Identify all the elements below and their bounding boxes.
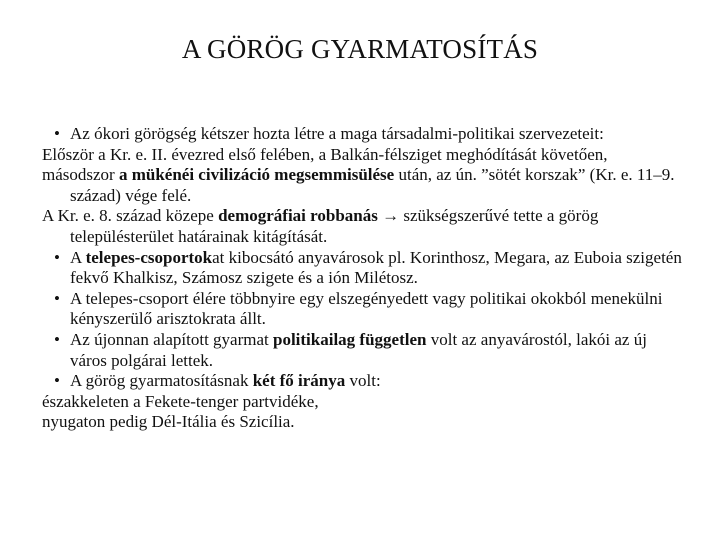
text-line: [42, 206, 682, 247]
bullet-marker: •: [54, 329, 60, 349]
bullet-item: [42, 248, 682, 289]
text-span: volt:: [345, 371, 381, 391]
text-span: Az újonnan alapított gyarmat: [70, 329, 273, 349]
bullet-marker: •: [54, 288, 60, 308]
bullet-text: Az ókori görögség kétszer hozta létre a maga társadalmi-politikai szervezeteit:: [70, 124, 604, 143]
text-line: [42, 165, 682, 206]
emphasis-text: telepes-csoportok: [85, 247, 213, 267]
text-span: → szükségszerűvé tette a görög településterület határainak kitágítását.: [70, 206, 599, 246]
text-span: A Kr. e. 8. század közepe: [42, 206, 219, 226]
slide-content: [42, 124, 682, 433]
text-span: at kibocsátó anyavárosok pl. Korinthosz, Megara, az Euboia szigetén fekvő Khalkisz, Számosz szigete és a ión Milétosz.: [70, 247, 682, 288]
text-span: A görög gyarmatosításnak: [70, 371, 253, 391]
bullet-marker: •: [54, 371, 60, 391]
text-span: A: [70, 247, 86, 267]
text-span: északkeleten a Fekete-tenger partvidéke,: [42, 391, 319, 411]
text-span: nyugaton pedig Dél-Itália és Szicília.: [42, 412, 295, 432]
bullet-text: A telepes-csoport élére többnyire egy elszegényedett vagy politikai okokból menekülni kényszerülő arisztokrata állt.: [70, 288, 663, 329]
text-line: [42, 412, 682, 433]
bullet-item: [42, 289, 682, 330]
emphasis-text: két fő iránya: [252, 371, 346, 391]
text-span: volt az anyavárostól, lakói az új város polgárai lettek.: [70, 329, 647, 370]
emphasis-text: demográfiai robbanás: [218, 206, 378, 226]
text-span: másodszor: [42, 165, 119, 185]
bullet-marker: •: [54, 124, 60, 143]
bullet-item: [42, 371, 682, 392]
bullet-marker: •: [54, 247, 60, 267]
text-span: után, az ún. ”sötét korszak” (Kr. e. 11–9. század) vége felé.: [70, 165, 675, 205]
emphasis-text: a mükénéi civilizáció megsemmisülése: [118, 165, 395, 185]
bullet-item: [42, 330, 682, 371]
bullet-item: [42, 124, 682, 145]
text-span: Először a Kr. e. II. évezred első felében, a Balkán-félsziget meghódítását követően,: [42, 144, 608, 164]
text-line: [42, 145, 682, 166]
text-line: [42, 392, 682, 413]
slide-title: A GÖRÖG GYARMATOSÍTÁS: [181, 34, 539, 64]
emphasis-text: politikailag független: [273, 329, 427, 349]
